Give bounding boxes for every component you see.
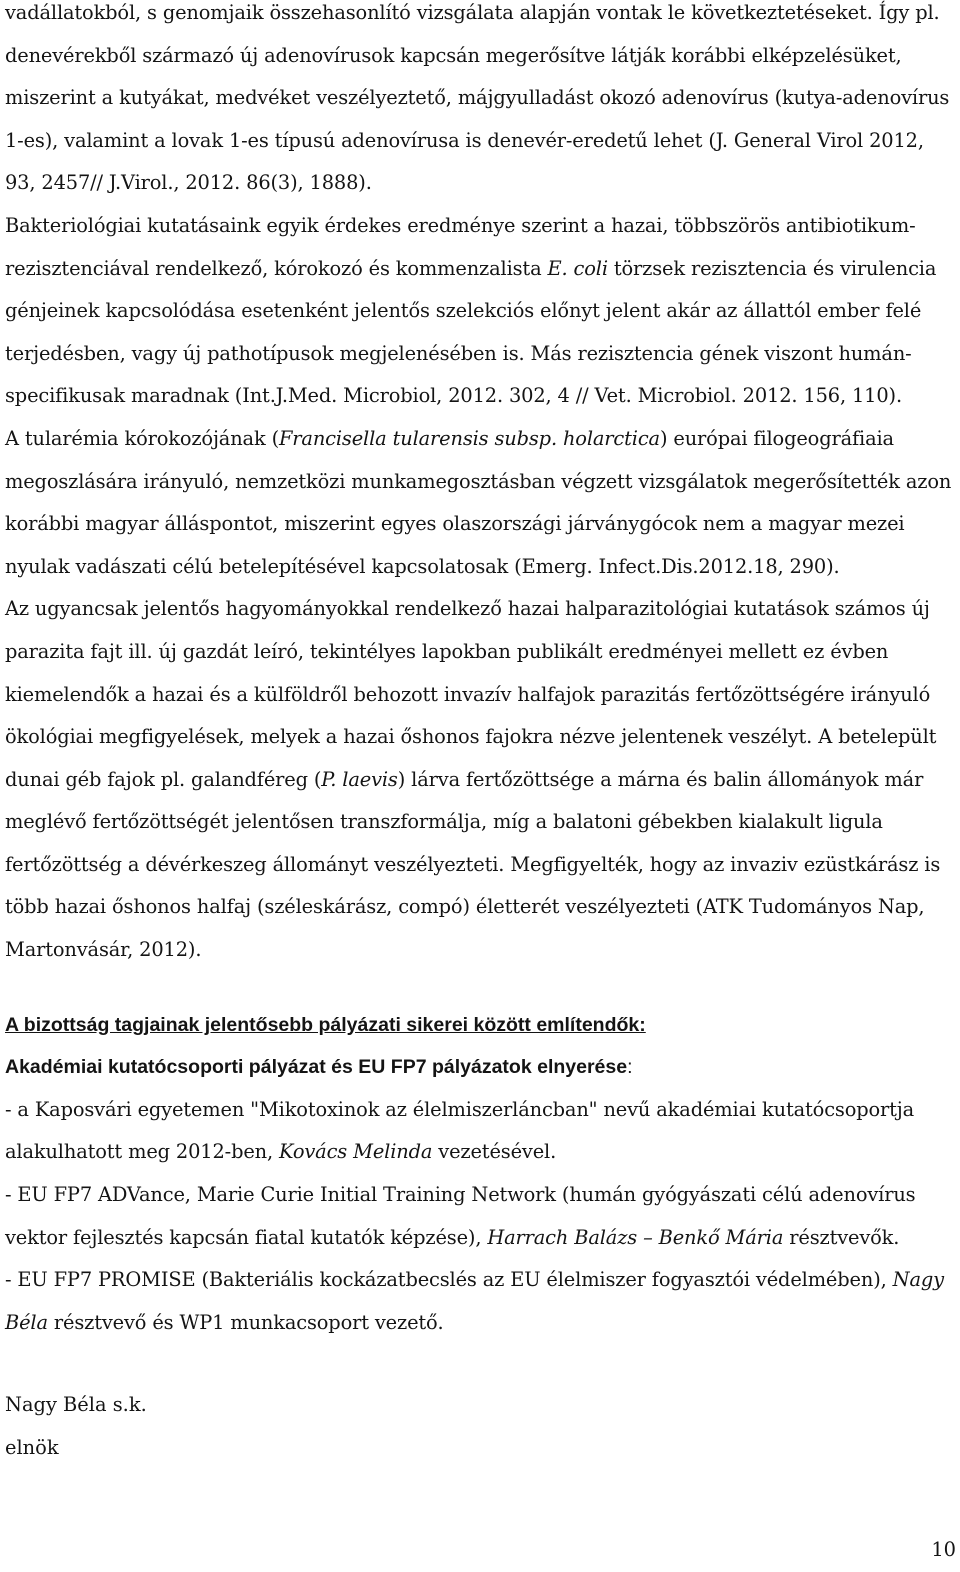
section-subheading bbox=[5, 1046, 955, 1089]
list-item-text: résztvevők. bbox=[783, 1225, 900, 1249]
report-body bbox=[5, 0, 955, 972]
list-item bbox=[5, 1259, 955, 1344]
subheading-colon: : bbox=[627, 1056, 633, 1079]
paragraph-text: Bakteriológiai kutatásaink egyik érdekes eredménye szerint a hazai, többszörös antibiotikum-rezisztenciával rendelkező, kórokozó és kommenzalista bbox=[5, 213, 916, 280]
subheading-text: Akadémiai kutatócsoporti pályázat és EU FP7 pályázatok elnyerése bbox=[5, 1056, 628, 1079]
species-name: Francisella tularensis subsp. holarctica bbox=[279, 426, 660, 450]
species-name: E. coli bbox=[547, 256, 608, 280]
species-name: P. laevis bbox=[321, 767, 398, 791]
section-heading: A bizottság tagjainak jelentősebb pályázati sikerei között említendők: bbox=[5, 1013, 646, 1036]
paragraph-adenovirus bbox=[5, 0, 955, 205]
person-name: Kovács Melinda bbox=[279, 1140, 433, 1164]
list-item-text: - a Kaposvári egyetemen "Mikotoxinok az élelmiszerláncban" nevű akadémiai kutatócsoportja alakulhatott meg 2012-ben, bbox=[5, 1097, 915, 1164]
list-item-text: vezetésével. bbox=[432, 1140, 557, 1164]
person-name: Nagy Béla bbox=[5, 1268, 944, 1334]
grant-list bbox=[5, 1089, 955, 1345]
paragraph-bacteriology bbox=[5, 205, 955, 418]
paragraph-text: vadállatokból, s genomjaik összehasonlító vizsgálata alapján vontak le következtetéseket. Így pl. denevérekből származó új adenovírusok kapcsán megerősítve látják korábbi elképzelésüket, miszerint a kutyákat, medvéket veszélyeztető, májgyulladást okozó adenovírus (kutya-adenovírus 1-es), valamint a lovak 1-es típusú adenovírusa is denevér-eredetű lehet (J. General Virol 2012, 93, 2457// J.Virol., 2012. 86(3), 1888). bbox=[5, 1, 950, 195]
paragraph-text: A tularémia kórokozójának ( bbox=[5, 426, 279, 450]
signature-name: Nagy Béla s.k. bbox=[5, 1393, 147, 1417]
person-name: Harrach Balázs – Benkő Mária bbox=[487, 1225, 784, 1249]
paragraph-tularemia bbox=[5, 418, 955, 588]
paragraph-text: törzsek rezisztencia és virulencia génjeinek kapcsolódása esetenként jelentős szelekciós előnyt jelent akár az állattól ember felé terjedésben, vagy új pathotípusok megjelenésében is. Más rezisztencia gének viszont humán-specifikusak maradnak (Int.J.Med. Microbiol, 2012. 302, 4 // Vet. Microbiol. 2012. 156, 110). bbox=[5, 256, 937, 408]
page-number: 10 bbox=[931, 1538, 956, 1561]
signature-block bbox=[5, 1384, 955, 1469]
list-item-text: résztvevő és WP1 munkacsoport vezető. bbox=[47, 1310, 444, 1334]
list-item bbox=[5, 1174, 955, 1259]
list-item-text: - EU FP7 ADVance, Marie Curie Initial Training Network (humán gyógyászati célú adenovírus vektor fejlesztés kapcsán fiatal kutatók képzése), bbox=[5, 1183, 916, 1249]
paragraph-text: Az ugyancsak jelentős hagyományokkal rendelkező hazai halparazitológiai kutatások számos új parazita fajt ill. új gazdát leíró, tekintélyes lapokban publikált eredményei mellett ez évben kiemelendők a hazai és a külföldről behozott invazív halfajok parazitás fertőzöttségére irányuló ökológiai megfigyelések, melyek a hazai őshonos fajokra nézve jelentenek veszélyt. A betelepült dunai géb fajok pl. galandféreg ( bbox=[5, 597, 937, 791]
signature-role: elnök bbox=[5, 1436, 59, 1459]
paragraph-text: ) európai filogeográfiaia megoszlására irányuló, nemzetközi munkamegosztásban végzett vizsgálatok megerősítették azon korábbi magyar álláspontot, miszerint egyes olaszországi járványgócok nem a magyar mezei nyulak vadászati célú betelepítésével kapcsolatosak (Emerg. Infect.Dis.2012.18, 290). bbox=[5, 426, 952, 578]
paragraph-fish-parasitology bbox=[5, 588, 955, 971]
list-item-text: - EU FP7 PROMISE (Bakteriális kockázatbecslés az EU élelmiszer fogyasztói védelmében), bbox=[5, 1268, 893, 1292]
document-page bbox=[5, 0, 955, 1470]
paragraph-text: ) lárva fertőzöttsége a márna és balin állományok már meglévő fertőzöttségét jelentősen transzformálja, míg a balatoni gébekben kialakult ligula fertőzöttség a dévérkeszeg állományt veszélyezteti. Megfigyelték, hogy az invaziv ezüstkárász is több hazai őshonos halfaj (széleskárász, compó) életterét veszélyezteti (ATK Tudományos Nap, Martonvásár, 2012). bbox=[5, 767, 941, 962]
list-item bbox=[5, 1089, 955, 1174]
